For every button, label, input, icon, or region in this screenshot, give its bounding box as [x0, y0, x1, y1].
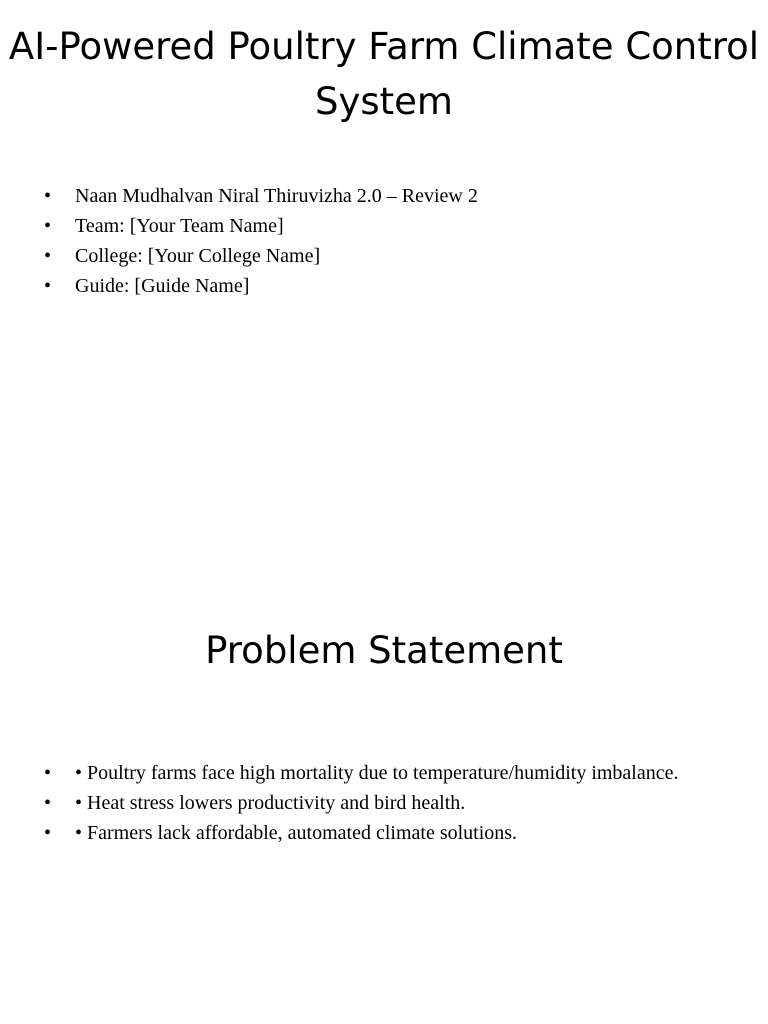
bullet-marker: • — [44, 822, 52, 844]
slide-title: Problem Statement — [205, 629, 563, 672]
bullet-text: • Farmers lack affordable, automated climate solutions. — [75, 822, 518, 844]
bullet-text: Guide: [Guide Name] — [75, 275, 250, 297]
slide-problem-statement — [0, 512, 768, 1024]
bullet-text: • Heat stress lowers productivity and bird health. — [75, 792, 466, 814]
list-item — [44, 788, 679, 818]
bullet-marker: • — [44, 792, 52, 814]
list-item — [44, 241, 478, 271]
list-item — [44, 211, 478, 241]
list-item — [44, 818, 679, 848]
bullet-marker: • — [44, 762, 52, 784]
list-item — [44, 758, 679, 788]
list-item — [44, 271, 478, 301]
bullet-text: Team: [Your Team Name] — [75, 215, 284, 237]
bullet-text: College: [Your College Name] — [75, 245, 321, 267]
bullet-marker: • — [44, 275, 52, 297]
bullet-text: Naan Mudhalvan Niral Thiruvizha 2.0 – Review 2 — [75, 185, 478, 207]
bullet-marker: • — [44, 185, 52, 207]
list-item — [44, 181, 478, 211]
bullet-marker: • — [44, 215, 52, 237]
bullet-marker: • — [44, 245, 52, 267]
bullet-text: • Poultry farms face high mortality due to temperature/humidity imbalance. — [75, 762, 679, 784]
bullet-list — [44, 758, 679, 848]
bullet-list — [44, 181, 478, 301]
slide-title: AI-Powered Poultry Farm Climate Control System — [8, 25, 760, 123]
